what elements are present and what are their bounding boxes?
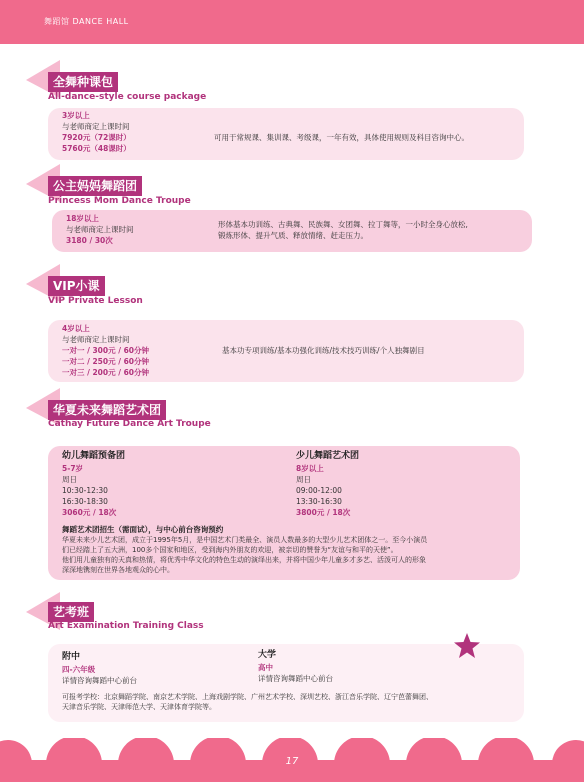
section-subtitle: Princess Mom Dance Troupe (48, 196, 191, 206)
time-text: 16:30-18:30 (62, 497, 108, 506)
grade-text: 四-六年级 (62, 665, 96, 674)
star-icon (453, 632, 481, 660)
header-bar (0, 0, 584, 44)
section-subtitle: Art Examination Training Class (48, 621, 204, 631)
section-title: VIP小课 (48, 276, 105, 296)
recruit-text: 深深地镌刻在世界各地观众的心中。 (62, 566, 174, 574)
level-name: 附中 (62, 652, 81, 662)
section-title: 华夏未来舞蹈艺术团 (48, 400, 166, 420)
section-title: 艺考班 (48, 602, 94, 622)
schools-text: 天津音乐学院、天津师范大学、天津体育学院等。 (62, 703, 216, 711)
day-text: 周日 (296, 475, 311, 484)
description-text: 基本功专项训练/基本功强化训练/技术技巧训练/个人独舞剧目 (222, 346, 425, 355)
price-text: 7920元（72课时） (62, 133, 131, 142)
age-text: 8岁以上 (296, 464, 324, 473)
price-text: 一对一 / 300元 / 60分钟 (62, 346, 150, 355)
description-text: 可用于常规课、集训课、考级课，一年有效，具体使用规则及科目咨询中心。 (214, 133, 469, 142)
schedule-text: 与老师商定上课时间 (62, 122, 130, 131)
info-text: 详情咨询舞蹈中心前台 (258, 674, 333, 683)
group-name: 幼儿舞蹈预备团 (62, 451, 126, 461)
brand-label: 舞蹈馆 DANCE HALL (44, 17, 129, 26)
section-title: 公主妈妈舞蹈团 (48, 176, 142, 196)
age-text: 4岁以上 (62, 324, 90, 333)
info-card (48, 446, 520, 580)
schools-text: 可报考学校：北京舞蹈学院、南京艺术学院、上海戏剧学院、广州艺术学校、深圳艺校、浙江音乐学院、辽宁芭蕾舞团、 (62, 693, 433, 701)
price-text: 3180 / 30次 (66, 236, 113, 245)
day-text: 周日 (62, 475, 77, 484)
age-text: 3岁以上 (62, 111, 90, 120)
section-title: 全舞种课包 (48, 72, 118, 92)
time-text: 09:00-12:00 (296, 486, 342, 495)
page-number: 17 (285, 756, 299, 767)
time-text: 13:30-16:30 (296, 497, 342, 506)
schedule-text: 与老师商定上课时间 (62, 335, 130, 344)
description-text: 形体基本功训练、古典舞、民族舞、女团舞、拉丁舞等，一小时全身心放松, (218, 220, 468, 229)
grade-text: 高中 (258, 663, 273, 672)
section-subtitle: All-dance-style course package (48, 92, 207, 102)
age-text: 18岁以上 (66, 214, 99, 223)
price-text: 3060元 / 18次 (62, 508, 117, 517)
recruit-title: 舞蹈艺术团招生（需面试），与中心前台咨询预约 (62, 525, 224, 534)
section-subtitle: VIP Private Lesson (48, 296, 143, 306)
recruit-text: 他们用儿童独有的天真和热情，将优秀中华文化的特色生动的演绎出来，并将中国少年儿童多才多艺、活泼可人的形象 (62, 556, 426, 564)
description-text: 锻炼形体、提升气质、释放情绪、赶走压力。 (218, 231, 368, 240)
price-text: 一对二 / 250元 / 60分钟 (62, 357, 150, 366)
price-text: 一对三 / 200元 / 60分钟 (62, 368, 150, 377)
level-name: 大学 (258, 650, 277, 660)
info-card (52, 210, 532, 252)
info-card (48, 320, 524, 382)
price-text: 3800元 / 18次 (296, 508, 351, 517)
group-name: 少儿舞蹈艺术团 (296, 451, 360, 461)
age-text: 5-7岁 (62, 464, 84, 473)
price-text: 5760元（48课时） (62, 144, 131, 153)
recruit-text: 们已经踏上了五大洲，100多个国家和地区，受到海内外朋友的欢迎，被亲切的赞誉为“友谊与和平的天使”。 (62, 546, 398, 554)
info-card (48, 108, 524, 160)
section-subtitle: Cathay Future Dance Art Troupe (48, 419, 211, 429)
schedule-text: 与老师商定上课时间 (66, 225, 134, 234)
recruit-text: 华夏未来少儿艺术团，成立于1995年5月，是中国艺术门类最全、演员人数最多的大型少儿艺术团体之一。至今小演员 (62, 536, 428, 544)
time-text: 10:30-12:30 (62, 486, 108, 495)
info-text: 详情咨询舞蹈中心前台 (62, 676, 137, 685)
